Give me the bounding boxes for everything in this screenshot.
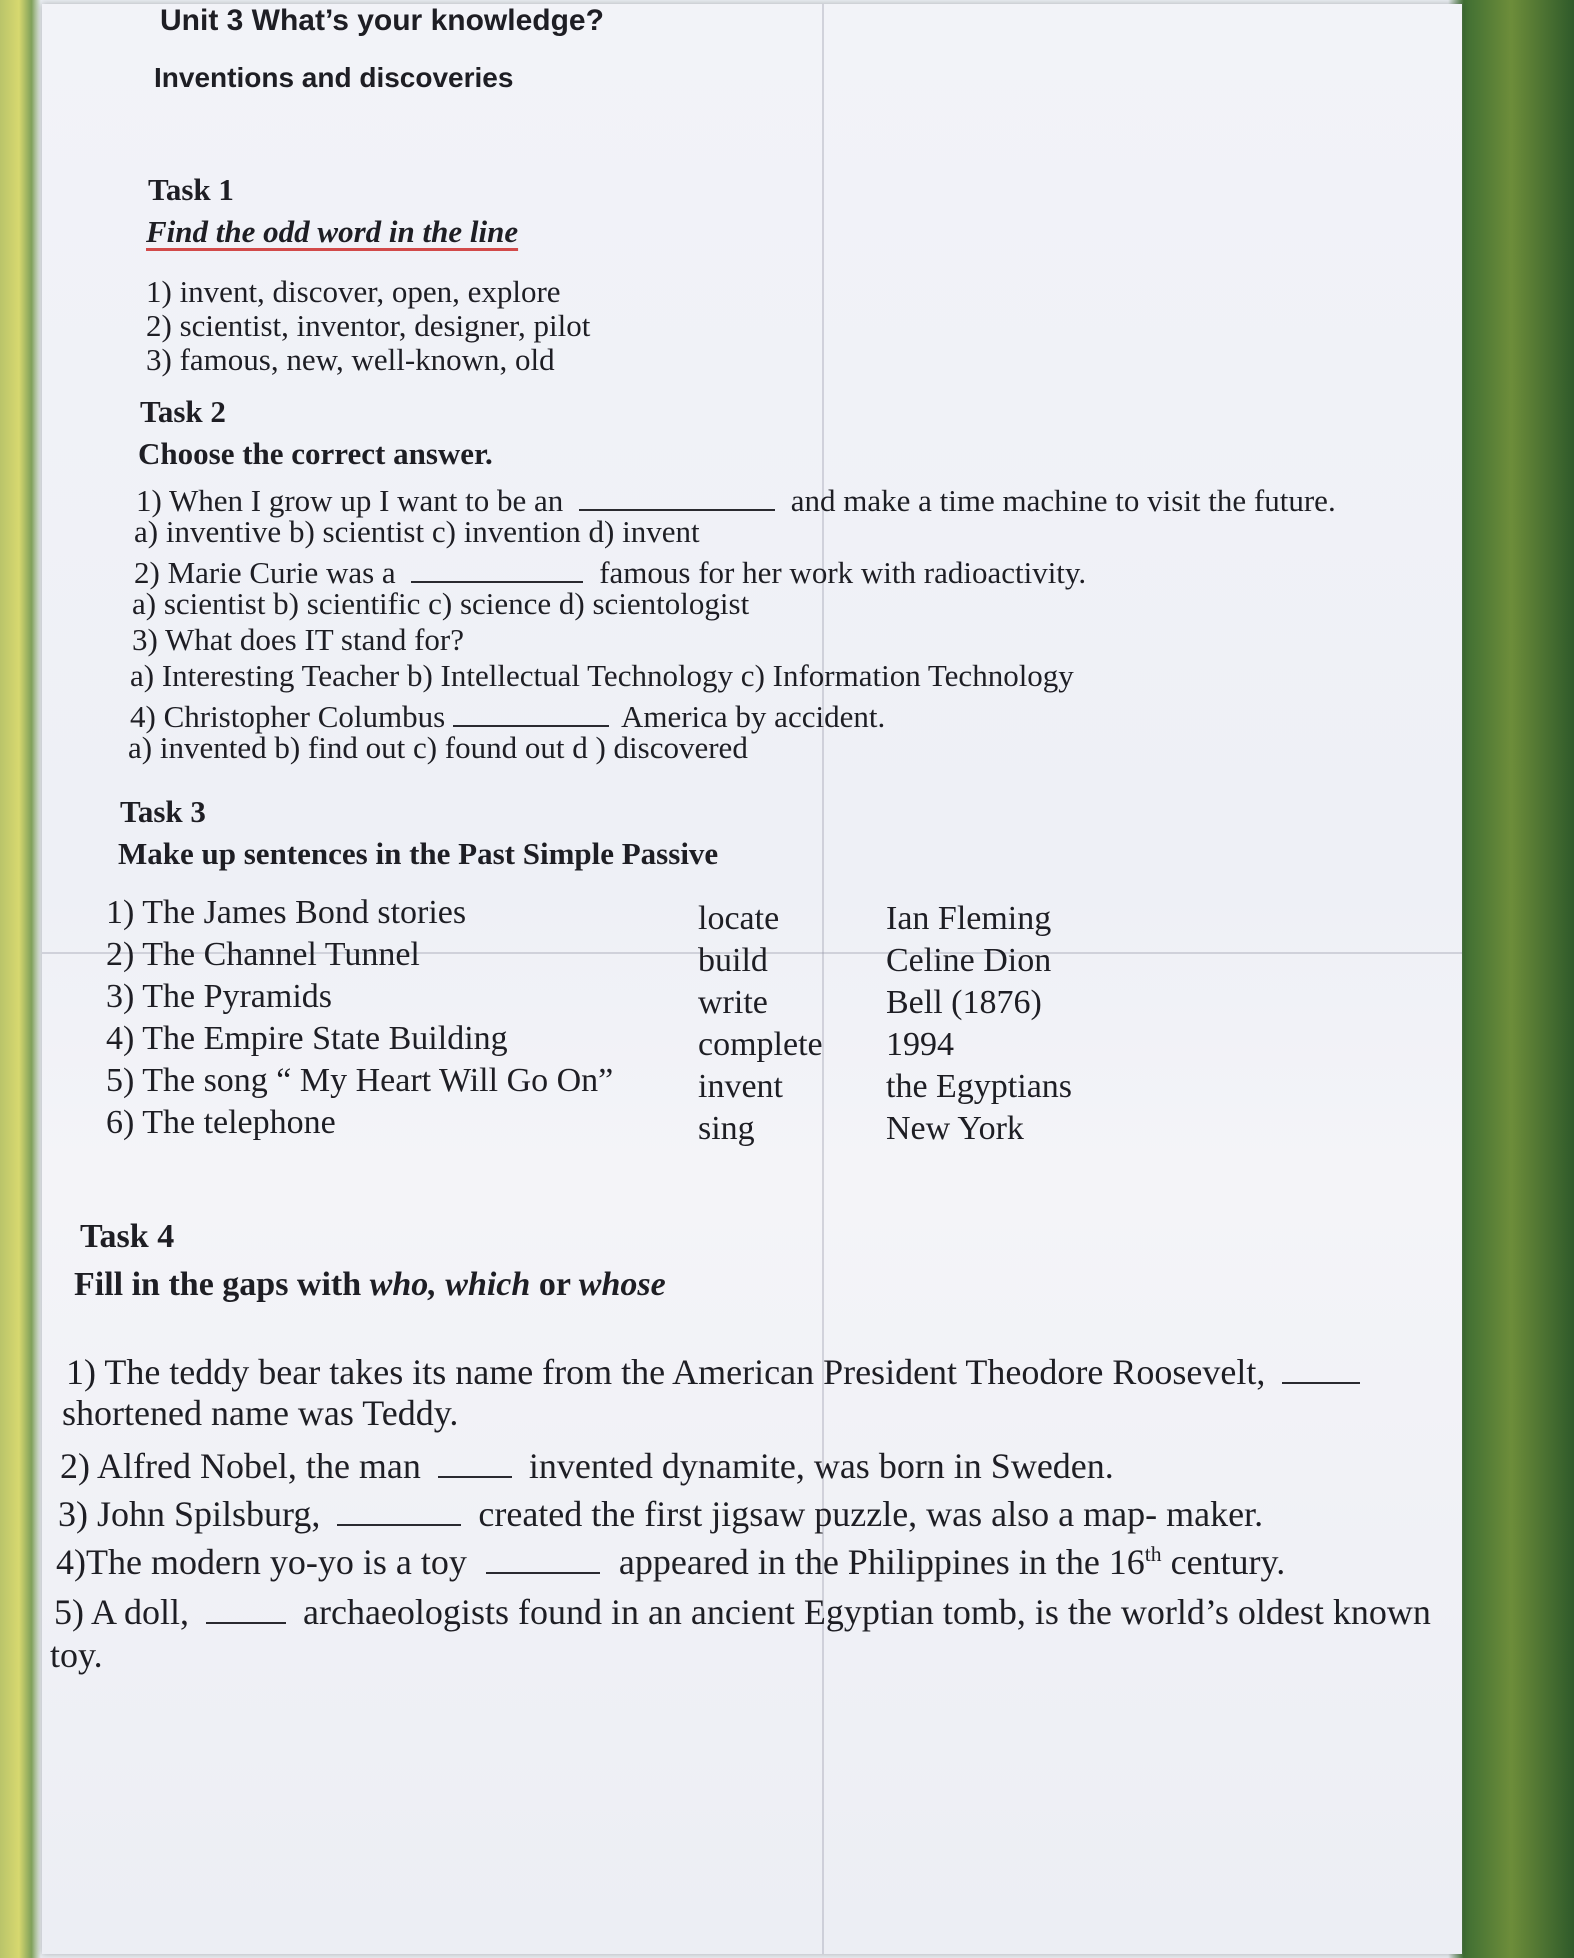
task4-s4-superscript: th bbox=[1144, 1542, 1162, 1566]
task2-question-2 bbox=[134, 550, 1086, 591]
task4-s2-blank[interactable] bbox=[438, 1440, 512, 1478]
task2-q2-options: a) scientist b) scientific c) science d) scientologist bbox=[132, 586, 750, 621]
task2-q1-text-after: and make a time machine to visit the future. bbox=[790, 483, 1336, 518]
task4-s1-blank[interactable] bbox=[1282, 1346, 1360, 1384]
task2-q1-text: 1) When I grow up I want to be an bbox=[136, 483, 564, 518]
task4-s2-text: 2) Alfred Nobel, the man bbox=[60, 1446, 421, 1486]
task4-sentence-4 bbox=[56, 1536, 1285, 1583]
task2-q2-blank[interactable] bbox=[411, 550, 583, 583]
task3-subject: 2) The Channel Tunnel bbox=[106, 936, 420, 973]
task2-q4-text: 4) Christopher Columbus bbox=[130, 699, 446, 734]
task3-agent: the Egyptians bbox=[886, 1068, 1073, 1105]
task3-subject: 4) The Empire State Building bbox=[106, 1020, 508, 1057]
task4-s1-text: 1) The teddy bear takes its name from the American President Theodore Roosevelt, bbox=[66, 1352, 1266, 1392]
worksheet-paper bbox=[42, 4, 1462, 1954]
task3-agent: Bell (1876) bbox=[886, 984, 1042, 1021]
task4-s5-blank[interactable] bbox=[206, 1586, 286, 1624]
task4-s5-text-after: archaeologists found in an ancient Egyptian tomb, is the world’s oldest known bbox=[303, 1592, 1431, 1632]
task2-q1-options: a) inventive b) scientist c) invention d) invent bbox=[134, 514, 700, 549]
task3-verb: write bbox=[698, 984, 768, 1021]
task4-s3-text-after: created the first jigsaw puzzle, was also a map- maker. bbox=[478, 1494, 1264, 1534]
task1-item-3: 3) famous, new, well-known, old bbox=[146, 342, 555, 377]
task1-title: Task 1 bbox=[148, 172, 234, 207]
task3-verb: sing bbox=[698, 1110, 755, 1147]
task2-question-4 bbox=[130, 694, 885, 735]
task2-q4-text-after: America by accident. bbox=[620, 699, 886, 734]
task2-question-1 bbox=[136, 478, 1336, 519]
task3-agent: Ian Fleming bbox=[886, 900, 1052, 937]
task2-q4-blank[interactable] bbox=[453, 694, 609, 727]
task4-word-who: who, bbox=[369, 1266, 437, 1303]
task3-verb: build bbox=[698, 942, 768, 979]
task3-subjects-column bbox=[106, 892, 613, 1144]
task2-instruction: Choose the correct answer. bbox=[138, 436, 493, 471]
task4-title: Task 4 bbox=[80, 1218, 175, 1255]
task4-sentence-2 bbox=[60, 1440, 1114, 1487]
task4-s3-blank[interactable] bbox=[337, 1488, 461, 1526]
task2-question-3: 3) What does IT stand for? bbox=[132, 622, 465, 657]
task3-title: Task 3 bbox=[120, 794, 206, 829]
task4-s4-text-end: century. bbox=[1170, 1542, 1286, 1582]
task1-instruction: Find the odd word in the line bbox=[146, 214, 519, 249]
task4-s1-line2: shortened name was Teddy. bbox=[62, 1393, 459, 1433]
task2-q4-options: a) invented b) find out c) found out d ) discovered bbox=[128, 730, 748, 765]
task4-sentence-5 bbox=[54, 1586, 1431, 1633]
task3-subject: 6) The telephone bbox=[106, 1104, 336, 1141]
task4-s5-text: 5) A doll, bbox=[54, 1592, 190, 1632]
task3-verbs-column bbox=[698, 898, 823, 1150]
task3-verb: invent bbox=[698, 1068, 783, 1105]
task3-instruction: Make up sentences in the Past Simple Passive bbox=[118, 836, 719, 871]
task4-instruction-prefix: Fill in the gaps with bbox=[74, 1266, 362, 1303]
task2-q2-text-after: famous for her work with radioactivity. bbox=[599, 555, 1087, 590]
task4-instruction bbox=[74, 1266, 666, 1304]
task4-word-or: or bbox=[538, 1266, 571, 1303]
task3-subject: 3) The Pyramids bbox=[106, 978, 333, 1015]
task3-agent: Celine Dion bbox=[886, 942, 1052, 979]
worksheet-subtitle: Inventions and discoveries bbox=[154, 62, 514, 93]
task4-sentence-3 bbox=[58, 1488, 1263, 1535]
task2-q3-options: a) Interesting Teacher b) Intellectual Technology c) Information Technology bbox=[130, 658, 1074, 693]
task4-s3-text: 3) John Spilsburg, bbox=[58, 1494, 321, 1534]
task3-agents-column bbox=[886, 898, 1072, 1150]
unit-title: Unit 3 What’s your knowledge? bbox=[160, 4, 604, 37]
task4-sentence-1 bbox=[66, 1346, 1360, 1393]
task3-verb: locate bbox=[698, 900, 780, 937]
task4-word-which: which bbox=[445, 1266, 531, 1303]
task2-title: Task 2 bbox=[140, 394, 226, 429]
task3-verb: complete bbox=[698, 1026, 823, 1063]
task3-agent: New York bbox=[886, 1110, 1024, 1147]
task2-q1-blank[interactable] bbox=[579, 478, 775, 511]
task3-agent: 1994 bbox=[886, 1026, 954, 1063]
task4-s4-text: 4)The modern yo-yo is a toy bbox=[56, 1542, 467, 1582]
task1-item-2: 2) scientist, inventor, designer, pilot bbox=[146, 308, 591, 343]
task4-s2-text-after: invented dynamite, was born in Sweden. bbox=[528, 1446, 1114, 1486]
task4-word-whose: whose bbox=[578, 1266, 666, 1303]
task2-q2-text: 2) Marie Curie was a bbox=[134, 555, 396, 590]
task1-item-1: 1) invent, discover, open, explore bbox=[146, 274, 561, 309]
task4-s4-text-after: appeared in the Philippines in the 16 bbox=[618, 1542, 1145, 1582]
task3-subject: 5) The song “ My Heart Will Go On” bbox=[106, 1062, 614, 1099]
task4-s5-line2: toy. bbox=[50, 1635, 103, 1675]
task3-subject: 1) The James Bond stories bbox=[106, 894, 467, 931]
task4-s4-blank[interactable] bbox=[486, 1536, 600, 1574]
